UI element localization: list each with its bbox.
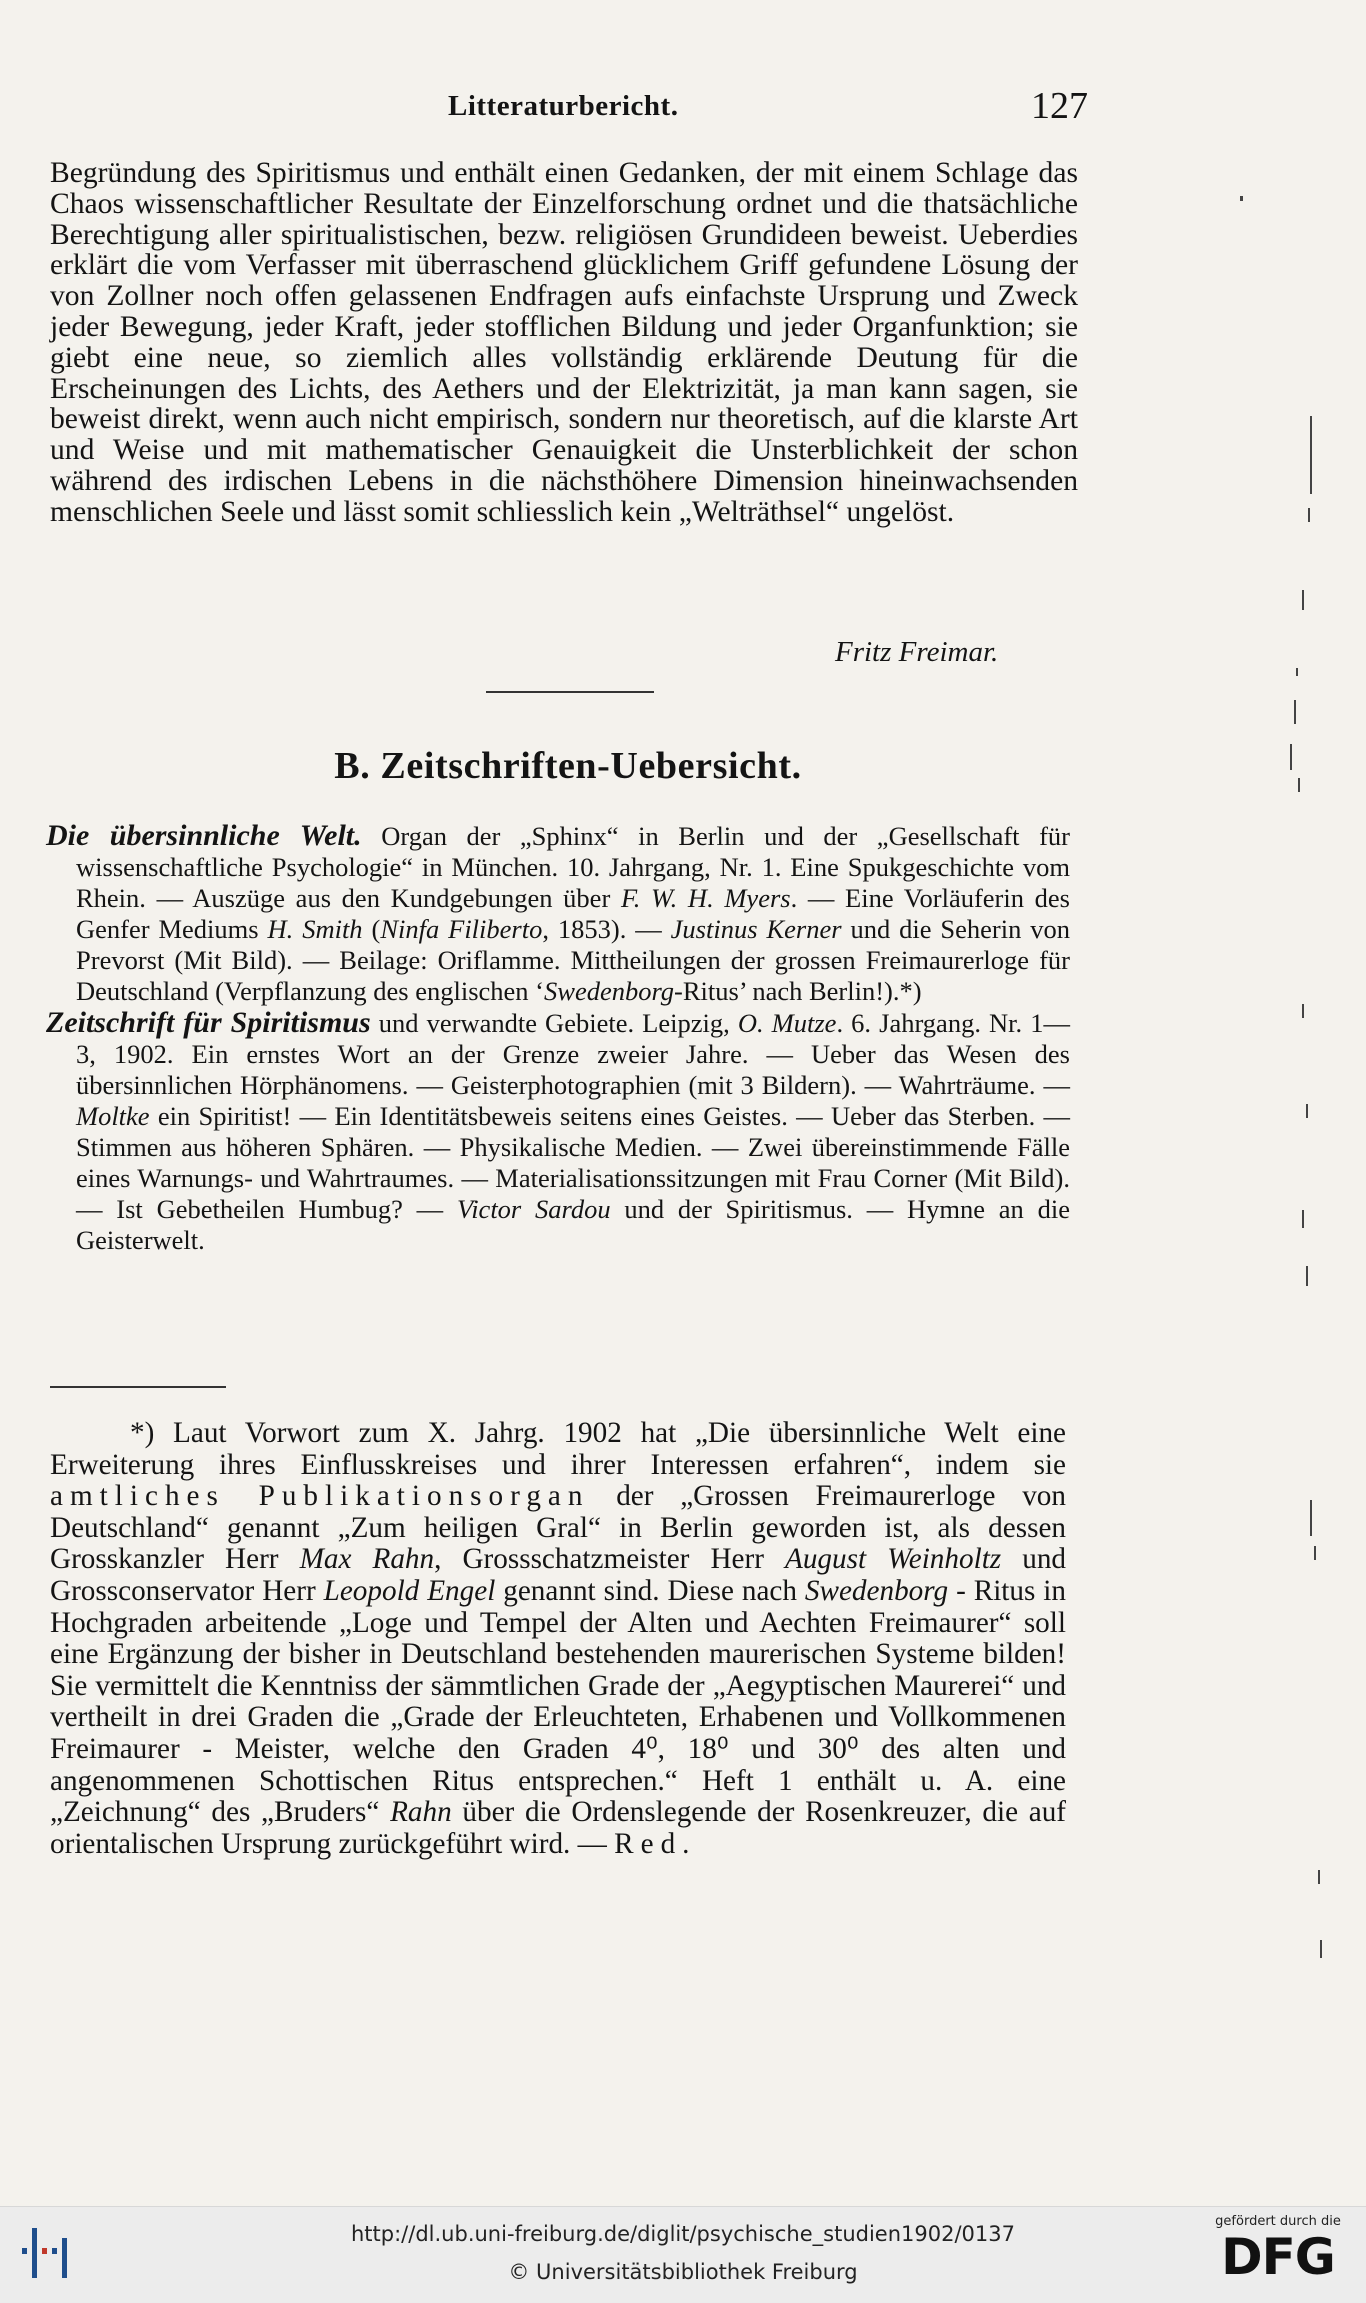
margin-mark [1318,1870,1320,1884]
entry-text: , 1853). — [542,914,671,944]
footnote-part: , Grossschatzmeister Herr [434,1543,785,1576]
margin-mark [1302,1210,1304,1228]
page-header [48,84,1088,134]
entry-text: . 6. Jahrgang. Nr. 1—3, 1902. Ein ernstes Wort an der Grenze zweier Jahre. — Ueber das Wesen des übersinnlichen Hörphänomens. — Geisterphotographien (mit 3 Bildern). — Wahrträume. — [76,1008,1070,1100]
entry-italic: O. Mutze [737,1008,837,1038]
footer-url[interactable]: http://dl.ub.uni-freiburg.de/diglit/psychische_studien1902/0137 [351,2222,1015,2246]
margin-mark [1310,416,1312,494]
footnote-italic: Leopold Engel [323,1574,496,1607]
entry-italic: Victor Sardou [456,1194,611,1224]
margin-mark [1290,744,1292,770]
journal-title: Zeitschrift für Spiritismus [46,1006,371,1039]
entry-text: Organ der „Sphinx“ in Berlin und der „Gesellschaft für wissenschaftliche Psychologie“ in München. 10. Jahrgang, Nr. 1. Eine Spukgeschichte vom Rhein. — Auszüge aus den Kundgebungen über [76,821,1071,913]
section-divider [486,691,654,693]
entry-text: -Ritus’ nach Berlin!).*) [674,976,922,1006]
footnote-part: genannt sind. Diese nach [495,1574,805,1607]
footnote-part: *) Laut Vorwort zum X. Jahrg. 1902 hat „Die übersinnliche Welt eine Erweiterung ihres Einflusskreises und ihrer Interessen erfahren“, indem sie [50,1417,1066,1481]
margin-mark [1302,590,1304,610]
footer-bar [0,2206,1366,2303]
footnote-spaced: amtliches Publikationsorgan [50,1480,590,1513]
journal-entry [46,1007,1070,1256]
review-text: Begründung des Spiritismus und enthält einen Gedanken, der mit einem Schlage das Chaos wissenschaftlicher Resultate der Einzelforschung ordnet und die thatsächliche Berechtigung aller spiritualistischen, bezw. religiösen Grundideen beweist. Ueberdies erklärt die vom Verfasser mit überraschend glücklichem Griff gefundene Lösung der von Zollner noch offen gelassenen Endfragen aufs einfachste Ursprung und Zweck jeder Bewegung, jeder Kraft, jeder stofflichen Bildung und jeder Organfunktion; sie giebt eine neue, so ziemlich alles vollständig erklärende Deutung für die Erscheinungen des Lichts, des Aethers und der Elektrizität, ja man kann sagen, sie beweist direkt, wenn auch nicht empirisch, sondern nur theoretisch, auf die klarste Art und Weise und mit mathematischer Genauigkeit die Unsterblichkeit der schon während des irdischen Lebens in die nächsthöhere Dimension hineinwachsenden menschlichen Seele und lässt somit schliesslich kein „Welträthsel“ ungelöst. [50,157,1078,528]
margin-mark [1310,1500,1312,1536]
entry-text: ( [362,914,381,944]
margin-mark [1296,668,1298,676]
footnote-part: - Ritus in Hochgraden arbeitende „Loge und Tempel der Alten und Aechten Freimaurer“ soll eine Ergänzung der bisher in Deutschland bestehenden maurerischen Systeme bilden! Sie vermittelt die Kenntniss der sämmtlichen Grade der „Aegyptischen Maurerei“ und vertheilt in drei Graden die „Grade der Erleuchteten, Erhabenen und Vollkommenen Freimaurer - Meister, welche den Graden 4⁰, 18⁰ und 30⁰ des alten und angenommenen Schottischen Ritus entsprechen.“ Heft 1 enthält u. A. eine „Zeichnung“ des „Bruders“ [50,1574,1066,1829]
dfg-logo [1208,2214,1348,2294]
margin-mark [1240,196,1243,201]
section-heading: B. Zeitschriften-Uebersicht. [334,745,802,787]
entry-text: und die Seherin von Prevorst (Mit Bild). — Beilage: Oriflamme. Mittheilungen der grossen Freimaurerloge für Deutschland (Verpflanzung des englischen ‘ [76,914,1071,1006]
footnote-text [50,1418,1066,1860]
running-title: Litteraturbericht. [448,90,679,122]
entry-text: ein Spiritist! — Ein Identitätsbeweis seitens eines Geistes. — Ueber das Sterben. — Stimmen aus höheren Sphären. — Physikalische Medien. — Zwei übereinstimmende Fälle eines Warnungs- und Wahrtraumes. — Materialisationssitzungen mit Frau Corner (Mit Bild). — Ist Gebetheilen Humbug? — [76,1101,1070,1224]
footnote-part: über die Ordenslegende der Rosenkreuzer, die auf orientalischen Ursprung zurückgeführt wird. — [50,1796,1067,1860]
entry-text: . — Eine Vorläuferin des Genfer Mediums [76,883,1070,944]
review-signature: Fritz Freimar. [835,636,999,668]
dfg-wordmark: DFG [1221,2228,1335,2286]
footnote [50,1418,1066,1860]
entry-italic: F. W. H. Myers [620,883,791,913]
margin-mark [1298,778,1300,792]
entry-italic: Swedenborg [544,976,675,1006]
footnote-italic: Rahn [390,1796,452,1829]
entry-italic: Ninfa Filiberto [380,914,543,944]
margin-mark [1302,1004,1304,1018]
margin-mark [1294,700,1296,724]
entry-italic: Moltke [76,1101,150,1131]
entry-text: und verwandte Gebiete. Leipzig, [370,1008,738,1038]
entry-italic: Justinus Kerner [670,914,842,944]
page-number: 127 [1031,85,1088,127]
footnote-rule [50,1386,226,1388]
margin-mark [1306,1104,1308,1118]
footnote-editor-mark: Red. [614,1827,697,1860]
margin-marks [1232,0,1366,2100]
journal-entry [46,820,1070,1007]
margin-mark [1320,1940,1322,1958]
review-paragraph [50,158,1078,528]
margin-mark [1306,1266,1308,1286]
margin-mark [1314,1546,1316,1560]
journal-entries [46,820,1070,1256]
footer-copyright: © Universitätsbibliothek Freiburg [508,2260,858,2284]
footnote-italic: Max Rahn [299,1543,435,1576]
entry-text: und der Spiritismus. — Hymne an die Geisterwelt. [76,1194,1070,1255]
footnote-italic: August Weinholtz [784,1543,1002,1576]
entry-italic: H. Smith [267,914,363,944]
margin-mark [1308,508,1310,522]
footnote-part: der „Grossen Freimaurerloge von Deutschland“ genannt „Zum heiligen Gral“ in Berlin geworden ist, als dessen Grosskanzler Herr [50,1480,1066,1576]
journal-title: Die übersinnliche Welt. [46,819,362,852]
footnote-italic: Swedenborg [804,1574,949,1607]
footnote-part: und Grossconservator Herr [50,1543,1067,1607]
dfg-caption: gefördert durch die [1215,2214,1341,2229]
